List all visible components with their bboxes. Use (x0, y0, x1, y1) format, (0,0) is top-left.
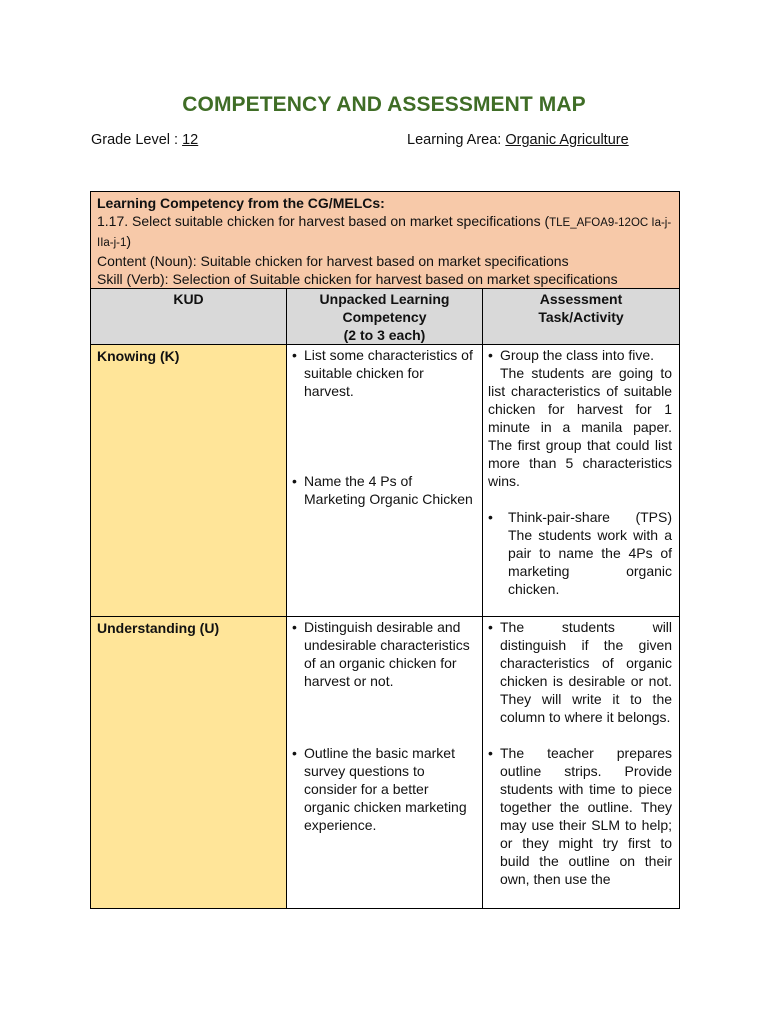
competency-code: TLE_AFOA9-12OC Ia-j-IIa-j-1 (97, 217, 672, 249)
competency-heading: Learning Competency from the CG/MELCs: (97, 195, 385, 211)
list-item: • List some characteristics of suitable chicken for harvest. (292, 347, 473, 399)
competency-skill: Skill (Verb): Selection of Suitable chicken for harvest based on market specifications (97, 271, 618, 287)
grade-level-value: 12 (182, 132, 199, 148)
learning-area-label: Learning Area: (407, 132, 506, 148)
grade-level (91, 132, 198, 148)
list-item: • The teacher prepares outline strips. Provide students with time to piece together the outline. They may use their SLM to help; or they might try first to build the outline on their own, then use the (488, 745, 673, 887)
grade-level-label: Grade Level : (91, 132, 183, 148)
table-row-understanding (91, 617, 680, 909)
list-item: • The students will distinguish if the given characteristics of organic chicken is desirable or not. They will write it to the column to where it belongs. (488, 619, 673, 725)
competency-map-table (90, 191, 680, 909)
assessment-task-knowing (483, 345, 680, 617)
unpacked-competency-understanding (287, 617, 483, 909)
kud-understanding: Understanding (U) (91, 617, 287, 909)
page-title: COMPETENCY AND ASSESSMENT MAP (182, 93, 586, 116)
list-item: • Outline the basic market survey questions to consider for a better organic chicken marketing experience. (292, 745, 467, 833)
learning-competency-cell (91, 192, 680, 289)
learning-area-value: Organic Agriculture (505, 132, 629, 148)
list-item: • Name the 4 Ps of Marketing Organic Chicken (292, 473, 473, 507)
unpacked-competency-knowing (287, 345, 483, 617)
list-item: • Group the class into five. The students are going to list characteristics of suitable chicken for harvest for 1 minute in a manila paper. The first group that could list more than 5 characteristics wins. (488, 347, 673, 489)
header-assessment-task: Assessment Task/Activity (483, 289, 680, 345)
list-item: • Distinguish desirable and undesirable characteristics of an organic chicken for harvest or not. (292, 619, 470, 689)
learning-area (407, 132, 629, 148)
kud-knowing: Knowing (K) (91, 345, 287, 617)
competency-content: Content (Noun): Suitable chicken for harvest based on market specifications (97, 253, 569, 269)
table-header-row (91, 289, 680, 345)
header-kud: KUD (91, 289, 287, 345)
header-unpacked-competency: Unpacked Learning Competency (2 to 3 each) (287, 289, 483, 345)
list-item: • Think-pair-share (TPS) The students work with a pair to name the 4Ps of marketing organic chicken. (488, 509, 673, 597)
competency-statement: 1.17. Select suitable chicken for harvest based on market specifications (TLE_AFOA9-12OC Ia-j-IIa-j-1) (97, 213, 672, 249)
assessment-task-understanding (483, 617, 680, 909)
table-row-knowing (91, 345, 680, 617)
